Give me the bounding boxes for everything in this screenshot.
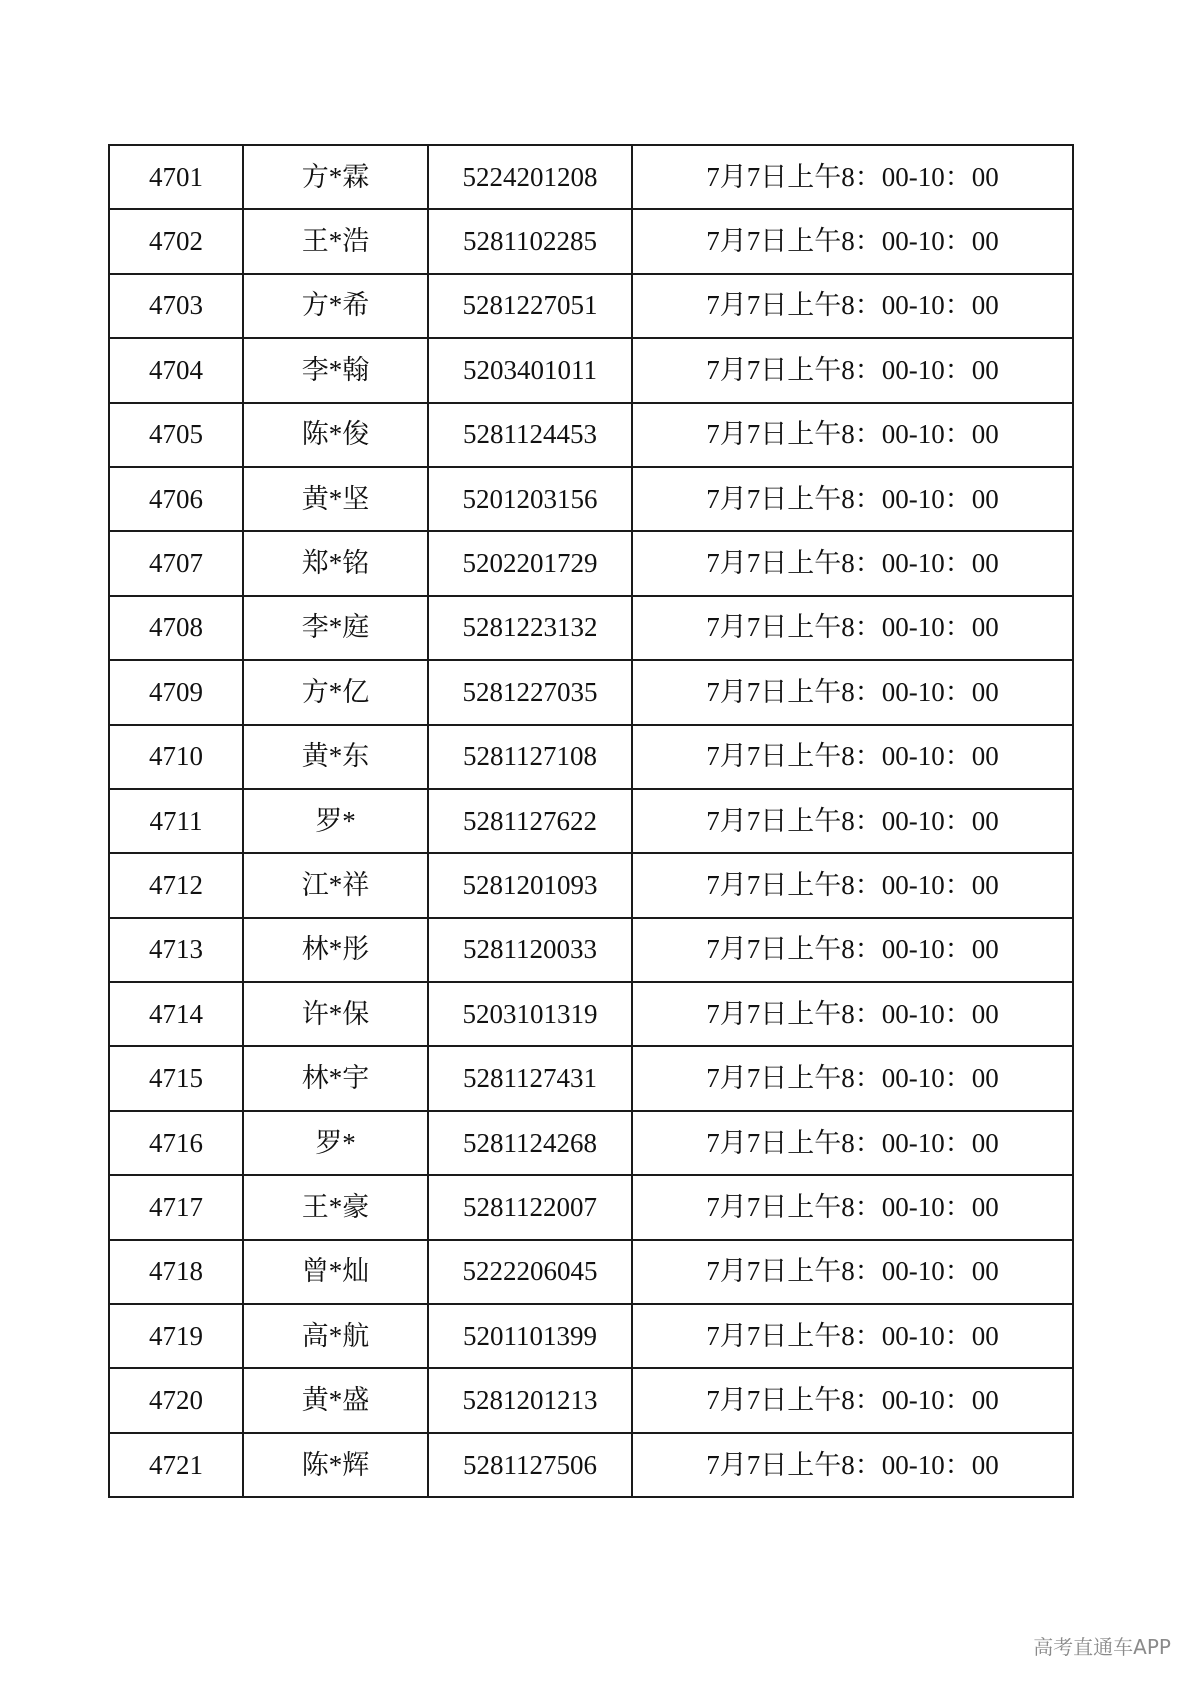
row-number: 4707 <box>109 531 243 595</box>
row-number: 4713 <box>109 918 243 982</box>
exam-time: 7月7日上午8：00-10：00 <box>632 1240 1073 1304</box>
table-row <box>109 403 1073 467</box>
candidate-name: 罗* <box>243 1111 428 1175</box>
table-row <box>109 789 1073 853</box>
table-row <box>109 1240 1073 1304</box>
table-row <box>109 145 1073 209</box>
candidate-id: 5224201208 <box>428 145 632 209</box>
row-number: 4719 <box>109 1304 243 1368</box>
exam-time: 7月7日上午8：00-10：00 <box>632 789 1073 853</box>
candidate-id: 5281201213 <box>428 1368 632 1432</box>
candidate-id: 5281124268 <box>428 1111 632 1175</box>
table-row <box>109 274 1073 338</box>
candidate-name: 黄*坚 <box>243 467 428 531</box>
candidate-name: 林*彤 <box>243 918 428 982</box>
candidate-name: 陈*辉 <box>243 1433 428 1497</box>
row-number: 4706 <box>109 467 243 531</box>
candidate-id: 5281227035 <box>428 660 632 724</box>
candidate-name: 高*航 <box>243 1304 428 1368</box>
candidate-id: 5281124453 <box>428 403 632 467</box>
table-row <box>109 338 1073 402</box>
exam-time: 7月7日上午8：00-10：00 <box>632 982 1073 1046</box>
table-row <box>109 918 1073 982</box>
exam-time: 7月7日上午8：00-10：00 <box>632 1433 1073 1497</box>
candidate-id: 5201101399 <box>428 1304 632 1368</box>
table-row <box>109 467 1073 531</box>
exam-time: 7月7日上午8：00-10：00 <box>632 274 1073 338</box>
row-number: 4710 <box>109 725 243 789</box>
row-number: 4708 <box>109 596 243 660</box>
candidate-name: 许*保 <box>243 982 428 1046</box>
candidate-id: 5203401011 <box>428 338 632 402</box>
roster-table <box>108 144 1074 1498</box>
row-number: 4717 <box>109 1175 243 1239</box>
candidate-name: 罗* <box>243 789 428 853</box>
table-row <box>109 1111 1073 1175</box>
exam-time: 7月7日上午8：00-10：00 <box>632 531 1073 595</box>
candidate-id: 5281120033 <box>428 918 632 982</box>
table-row <box>109 725 1073 789</box>
exam-time: 7月7日上午8：00-10：00 <box>632 1111 1073 1175</box>
row-number: 4721 <box>109 1433 243 1497</box>
table-row <box>109 1175 1073 1239</box>
table-row <box>109 1433 1073 1497</box>
candidate-id: 5222206045 <box>428 1240 632 1304</box>
watermark-text: 高考直通车APP <box>1033 1635 1171 1659</box>
candidate-id: 5281127431 <box>428 1046 632 1110</box>
roster-table-body <box>109 145 1073 1497</box>
candidate-name: 林*宇 <box>243 1046 428 1110</box>
candidate-name: 陈*俊 <box>243 403 428 467</box>
exam-time: 7月7日上午8：00-10：00 <box>632 209 1073 273</box>
row-number: 4720 <box>109 1368 243 1432</box>
candidate-name: 王*浩 <box>243 209 428 273</box>
candidate-id: 5202201729 <box>428 531 632 595</box>
exam-time: 7月7日上午8：00-10：00 <box>632 1368 1073 1432</box>
candidate-id: 5203101319 <box>428 982 632 1046</box>
row-number: 4715 <box>109 1046 243 1110</box>
exam-time: 7月7日上午8：00-10：00 <box>632 660 1073 724</box>
exam-time: 7月7日上午8：00-10：00 <box>632 853 1073 917</box>
exam-time: 7月7日上午8：00-10：00 <box>632 725 1073 789</box>
candidate-name: 曾*灿 <box>243 1240 428 1304</box>
candidate-id: 5281127506 <box>428 1433 632 1497</box>
exam-time: 7月7日上午8：00-10：00 <box>632 918 1073 982</box>
table-row <box>109 660 1073 724</box>
exam-time: 7月7日上午8：00-10：00 <box>632 145 1073 209</box>
row-number: 4703 <box>109 274 243 338</box>
table-row <box>109 1368 1073 1432</box>
candidate-name: 李*庭 <box>243 596 428 660</box>
candidate-name: 方*希 <box>243 274 428 338</box>
candidate-id: 5281227051 <box>428 274 632 338</box>
exam-time: 7月7日上午8：00-10：00 <box>632 403 1073 467</box>
exam-time: 7月7日上午8：00-10：00 <box>632 338 1073 402</box>
candidate-name: 王*豪 <box>243 1175 428 1239</box>
candidate-id: 5281102285 <box>428 209 632 273</box>
candidate-id: 5281223132 <box>428 596 632 660</box>
candidate-id: 5281127622 <box>428 789 632 853</box>
row-number: 4716 <box>109 1111 243 1175</box>
candidate-id: 5201203156 <box>428 467 632 531</box>
row-number: 4718 <box>109 1240 243 1304</box>
row-number: 4705 <box>109 403 243 467</box>
table-row <box>109 209 1073 273</box>
exam-time: 7月7日上午8：00-10：00 <box>632 1304 1073 1368</box>
table-row <box>109 531 1073 595</box>
candidate-id: 5281122007 <box>428 1175 632 1239</box>
exam-time: 7月7日上午8：00-10：00 <box>632 596 1073 660</box>
candidate-name: 李*翰 <box>243 338 428 402</box>
candidate-name: 黄*东 <box>243 725 428 789</box>
row-number: 4714 <box>109 982 243 1046</box>
row-number: 4712 <box>109 853 243 917</box>
candidate-name: 江*祥 <box>243 853 428 917</box>
table-row <box>109 596 1073 660</box>
row-number: 4709 <box>109 660 243 724</box>
exam-time: 7月7日上午8：00-10：00 <box>632 467 1073 531</box>
row-number: 4702 <box>109 209 243 273</box>
candidate-name: 方*霖 <box>243 145 428 209</box>
table-row <box>109 1304 1073 1368</box>
exam-time: 7月7日上午8：00-10：00 <box>632 1175 1073 1239</box>
exam-time: 7月7日上午8：00-10：00 <box>632 1046 1073 1110</box>
candidate-name: 方*亿 <box>243 660 428 724</box>
table-row <box>109 1046 1073 1110</box>
candidate-id: 5281201093 <box>428 853 632 917</box>
table-row <box>109 982 1073 1046</box>
candidate-name: 黄*盛 <box>243 1368 428 1432</box>
candidate-id: 5281127108 <box>428 725 632 789</box>
row-number: 4711 <box>109 789 243 853</box>
row-number: 4704 <box>109 338 243 402</box>
candidate-name: 郑*铭 <box>243 531 428 595</box>
table-row <box>109 853 1073 917</box>
row-number: 4701 <box>109 145 243 209</box>
